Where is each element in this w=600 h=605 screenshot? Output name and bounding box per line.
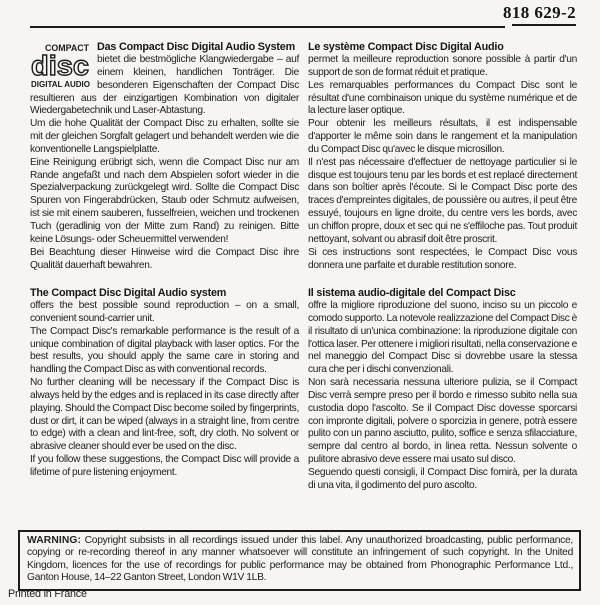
heading-german: Das Compact Disc Digital Audio System — [97, 41, 295, 53]
warning-body: Copyright subsists in all recordings issued under this label. Any unauthorized broadcasting, public performance, copying or re-recording thereof in any manner whatsoever will constitute an infringement of such copyright. In the United Kingdom, licences for the use of recordings for public performance may be obtained from Phonographic Performance Ltd., Ganton House, 14–22 Ganton Street, London W1V 1LB. — [27, 535, 573, 584]
warning-text — [27, 535, 573, 585]
paragraph: If you follow these suggestions, the Compact Disc will provide a lifetime of pure listening enjoyment. — [30, 454, 299, 478]
paragraph: Eine Reinigung erübrigt sich, wenn die Compact Disc nur am Rande angefaßt und nach dem Abspielen sofort wieder in die Spezialverpackung zurückgelegt wird. Sollte die Compact Disc Spuren von Fingerabdrücken, Staub oder Schmutz aufweisen, ist sie mit einem sauberen, fusselfreien, weichen und trockenen Tuch (geradlinig von der Mitte zum Rand) zu reinigen. Bitte keine Lösungs- oder Scheuermittel verwenden! — [30, 156, 299, 245]
paragraph: offers the best possible sound reproduction – on a small, convenient sound-carrier unit. — [30, 300, 299, 324]
paragraph: Si ces instructions sont respectées, le Compact Disc vous donnera une parfaite et durable restitution sonore. — [308, 246, 577, 271]
paragraph: Pour obtenir les meilleurs résultats, il est indispensable d'apporter le même soin dans le rangement et la manipulation du Compact Disc qu'avec le disque microsillon. — [308, 118, 577, 155]
paragraph: Um die hohe Qualität der Compact Disc zu erhalten, sollte sie mit der gleichen Sorgfalt gelagert und behandelt werden wie die konventionelle Langspielplatte. — [30, 118, 299, 155]
printed-in-note: Printed in France — [8, 588, 87, 600]
heading-english: The Compact Disc Digital Audio system — [30, 287, 227, 299]
header-rule-left — [30, 26, 505, 28]
section-italian — [308, 287, 577, 493]
logo-word-disc: disc — [31, 50, 89, 81]
paragraph: Bei Beachtung dieser Hinweise wird die Compact Disc ihre Qualität dauerhaft bewahren. — [30, 246, 299, 271]
paragraph: Les remarquables performances du Compact Disc sont le résultat d'une combinaison unique du système numérique et de la lecture laser optique. — [308, 79, 577, 117]
logo-word-digital-audio: DIGITAL AUDIO — [31, 80, 90, 89]
paragraph: No further cleaning will be necessary if the Compact Disc is always held by the edges and is replaced in its case directly after playing. Should the Compact Disc become soiled by fingerprints, dust or dirt, it can be wiped (always in a straight line, from centre to edge) with a clean and lint-free, soft, dry cloth. No solvent or abrasive cleaner should ever be used on the disc. — [30, 377, 299, 453]
heading-french: Le système Compact Disc Digital Audio — [308, 41, 504, 53]
catalog-number: 818 629-2 — [502, 3, 576, 22]
warning-label: WARNING: — [27, 535, 81, 546]
section-english — [30, 287, 299, 480]
paragraph: offre la migliore riproduzione del suono, inciso su un piccolo e comodo supporto. La notevole realizzazione del Compact Disc è il risultato di un'unica combinazione: la riproduzione digitale con l'ottica laser. Per ottenere i migliori risultati, nella conservazione e nel maneggio del Compact Disc si dovrebbe usare la stessa cura che per i dischi convenzionali. — [308, 300, 578, 376]
right-column — [308, 41, 577, 493]
paragraph: Non sarà necessaria nessuna ulteriore pulizia, se il Compact Disc verrà sempre preso per il bordo e rimesso subito nella sua custodia dopo l'ascolto. Se il Compact Disc dovesse sporcarsi con impronte digitali, polvere o sporcizia in genere, potrà essere pulito con un panno asciutto, pulito, soffice e senza sfilacciature, sempre dal centro al bordo, in linea retta. Nessun solvente o pulitore abrasivo deve essere mai usato sul disco. — [308, 377, 577, 466]
text-columns — [0, 28, 600, 493]
heading-italian: Il sistema audio-digitale del Compact Disc — [308, 287, 516, 299]
paragraph: The Compact Disc's remarkable performance is the result of a unique combination of digital playback with laser optics. For the best results, you should apply the same care in storing and handling the Compact Disc as with conventional records. — [30, 325, 299, 376]
section-german — [30, 41, 299, 287]
left-column — [30, 41, 299, 493]
header-rule-right — [512, 24, 576, 26]
paragraph: bietet die bestmögliche Klangwiedergabe – auf einem kleinen, handlichen Tonträger. Die besonderen Eigenschaften der Compact Disc resultieren aus der einzigartigen Kombination von digitaler Wiedergabetechnik und Laser-Abtastung. — [30, 54, 299, 117]
compact-disc-logo — [30, 42, 91, 89]
logo-word-compact: COMPACT — [45, 43, 90, 53]
warning-box — [18, 530, 581, 591]
compact-disc-logo-art — [30, 42, 91, 89]
section-french — [308, 41, 577, 287]
header-rule — [30, 26, 576, 28]
paragraph: permet la meilleure reproduction sonore possible à partir d'un support de son de format réduit et pratique. — [308, 54, 577, 78]
paragraph: Il n'est pas nécessaire d'effectuer de nettoyage particulier si le disque est toujours tenu par les bords et est replacé directement dans son boîtier après l'écoute. Si le Compact Disc porte des traces d'empreintes digitales, de poussière ou autres, il peut être essuyé, toujours en ligne droite, du centre vers les bords, avec un chiffon propre, doux et sec qui ne s'effiloche pas. Tout produit nettoyant, solvant ou abrasif doit être proscrit. — [308, 156, 577, 245]
paragraph: Seguendo questi consigli, il Compact Disc fornirà, per la durata di una vita, il godimento del puro ascolto. — [308, 466, 577, 491]
